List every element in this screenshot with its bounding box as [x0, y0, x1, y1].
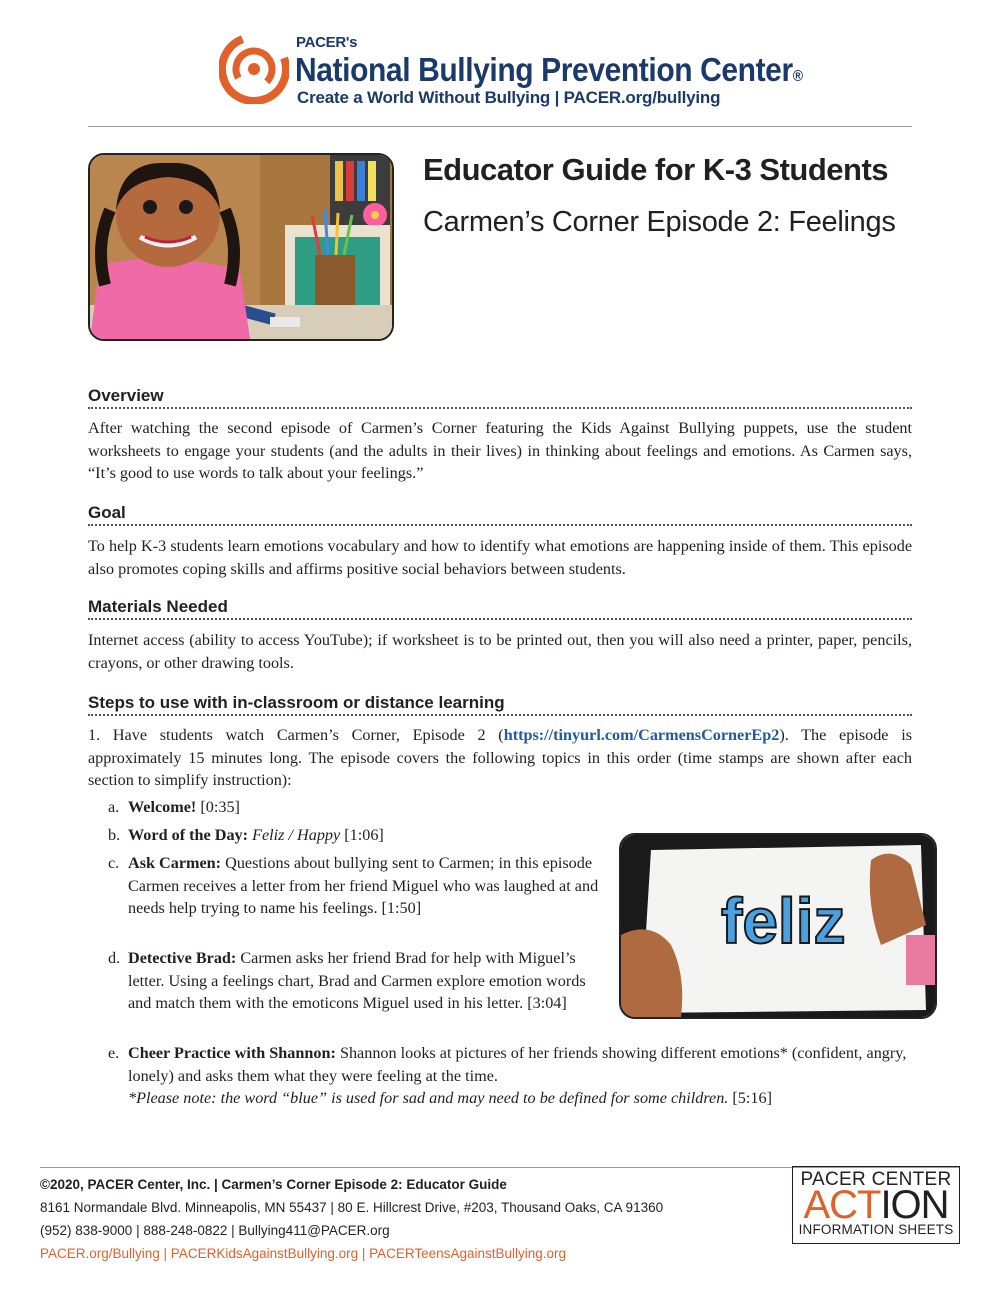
list-item-body [128, 852, 603, 920]
list-item-label: Detective Brad: [128, 949, 237, 967]
org-name-text: National Bullying Prevention Center [295, 52, 793, 89]
org-small-name: PACER's [296, 34, 358, 51]
list-letter: a. [108, 798, 120, 816]
badge-action-orange: ACT [803, 1183, 881, 1227]
list-item-note-time: [5:16] [728, 1089, 772, 1107]
list-item-text: Questions about bullying sent to Carmen; in this episode Carmen receives a letter from her friend Miguel who was laughed at and needs help trying to name his feelings. [1:50] [128, 854, 599, 917]
list-letter: b. [108, 826, 121, 844]
footer-copyright: ©2020, PACER Center, Inc. | Carmen’s Corner Episode 2: Educator Guide [40, 1177, 507, 1192]
list-item-italic: Feliz / Happy [248, 826, 341, 844]
list-item-text: [1:06] [340, 826, 384, 844]
feliz-word: feliz [721, 885, 846, 957]
list-item-body [128, 796, 598, 819]
footer-contact: (952) 838-9000 | 888-248-0822 | Bullying411@PACER.org [40, 1223, 390, 1238]
steps-intro [88, 724, 912, 792]
list-item-label: Cheer Practice with Shannon: [128, 1044, 336, 1062]
list-letter: d. [108, 949, 121, 967]
footer-address: 8161 Normandale Blvd. Minneapolis, MN 55437 | 80 E. Hillcrest Drive, #203, Thousand Oaks, CA 91360 [40, 1200, 664, 1215]
badge-top-text: PACER CENTER [800, 1169, 952, 1190]
list-item-body [128, 1042, 912, 1110]
overview-heading: Overview [88, 386, 912, 409]
page-title: Educator Guide for K-3 Students [423, 152, 889, 187]
list-item-label: Welcome! [128, 798, 197, 816]
org-tagline: Create a World Without Bullying | PACER.org/bullying [297, 88, 721, 107]
list-item-body [128, 824, 598, 847]
page-subtitle: Carmen’s Corner Episode 2: Feelings [423, 206, 896, 238]
episode-link[interactable]: https://tinyurl.com/CarmensCornerEp2 [503, 726, 780, 744]
badge-bottom-text: INFORMATION SHEETS [798, 1222, 954, 1237]
list-item-label: Ask Carmen: [128, 854, 222, 872]
overview-text: After watching the second episode of Carmen’s Corner featuring the Kids Against Bullying puppets, use the student worksheets to engage your students (and the adults in their lives) in thinking about feelings and emotions. As Carmen says, “It’s good to use words to talk about your feelings.” [88, 419, 912, 482]
pacer-logo-icon [219, 34, 289, 104]
steps-intro-text-after: ). The episode is approximately 15 minutes long. The episode covers the following topics in this order (time stamps are shown after each section to simplify instruction): [88, 726, 912, 789]
steps-intro-text: 1. Have students watch Carmen’s Corner, Episode 2 ( [88, 726, 504, 744]
materials-text: Internet access (ability to access YouTube); if worksheet is to be printed out, then you will also need a printer, paper, pencils, crayons, or other drawing tools. [88, 631, 912, 672]
badge-action-text [793, 1185, 959, 1225]
list-letter: e. [108, 1044, 120, 1062]
action-sheets-badge [792, 1166, 960, 1244]
steps-heading: Steps to use with in-classroom or distance learning [88, 693, 912, 716]
badge-action-dark: ION [880, 1183, 949, 1227]
feliz-sign-photo [619, 833, 937, 1019]
registered-mark: ® [792, 66, 803, 85]
list-item-note: *Please note: the word “blue” is used for sad and may need to be defined for some children. [128, 1089, 729, 1107]
list-item-label: Word of the Day: [128, 826, 249, 844]
carmen-puppet-photo [88, 153, 394, 341]
goal-heading: Goal [88, 503, 912, 526]
list-letter: c. [108, 854, 120, 872]
materials-heading: Materials Needed [88, 597, 912, 620]
org-name [295, 52, 803, 90]
list-item-text: [0:35] [196, 798, 240, 816]
list-item-body [128, 947, 608, 1015]
list-item-text: Shannon looks at pictures of her friends showing different emotions* (confident, angry, lonely) and asks them what they were feeling at the time. [128, 1044, 907, 1085]
goal-text: To help K-3 students learn emotions vocabulary and how to identify what emotions are happening inside of them. This episode also promotes coping skills and affirms positive social behaviors between students. [88, 537, 912, 578]
header-divider [88, 126, 912, 127]
list-item-text: Carmen asks her friend Brad for help with Miguel’s letter. Using a feelings chart, Brad and Carmen explore emotion words and match them with the emoticons Miguel used in his letter. [3:04] [128, 949, 586, 1012]
footer-links[interactable]: PACER.org/Bullying | PACERKidsAgainstBullying.org | PACERTeensAgainstBullying.org [40, 1246, 567, 1261]
